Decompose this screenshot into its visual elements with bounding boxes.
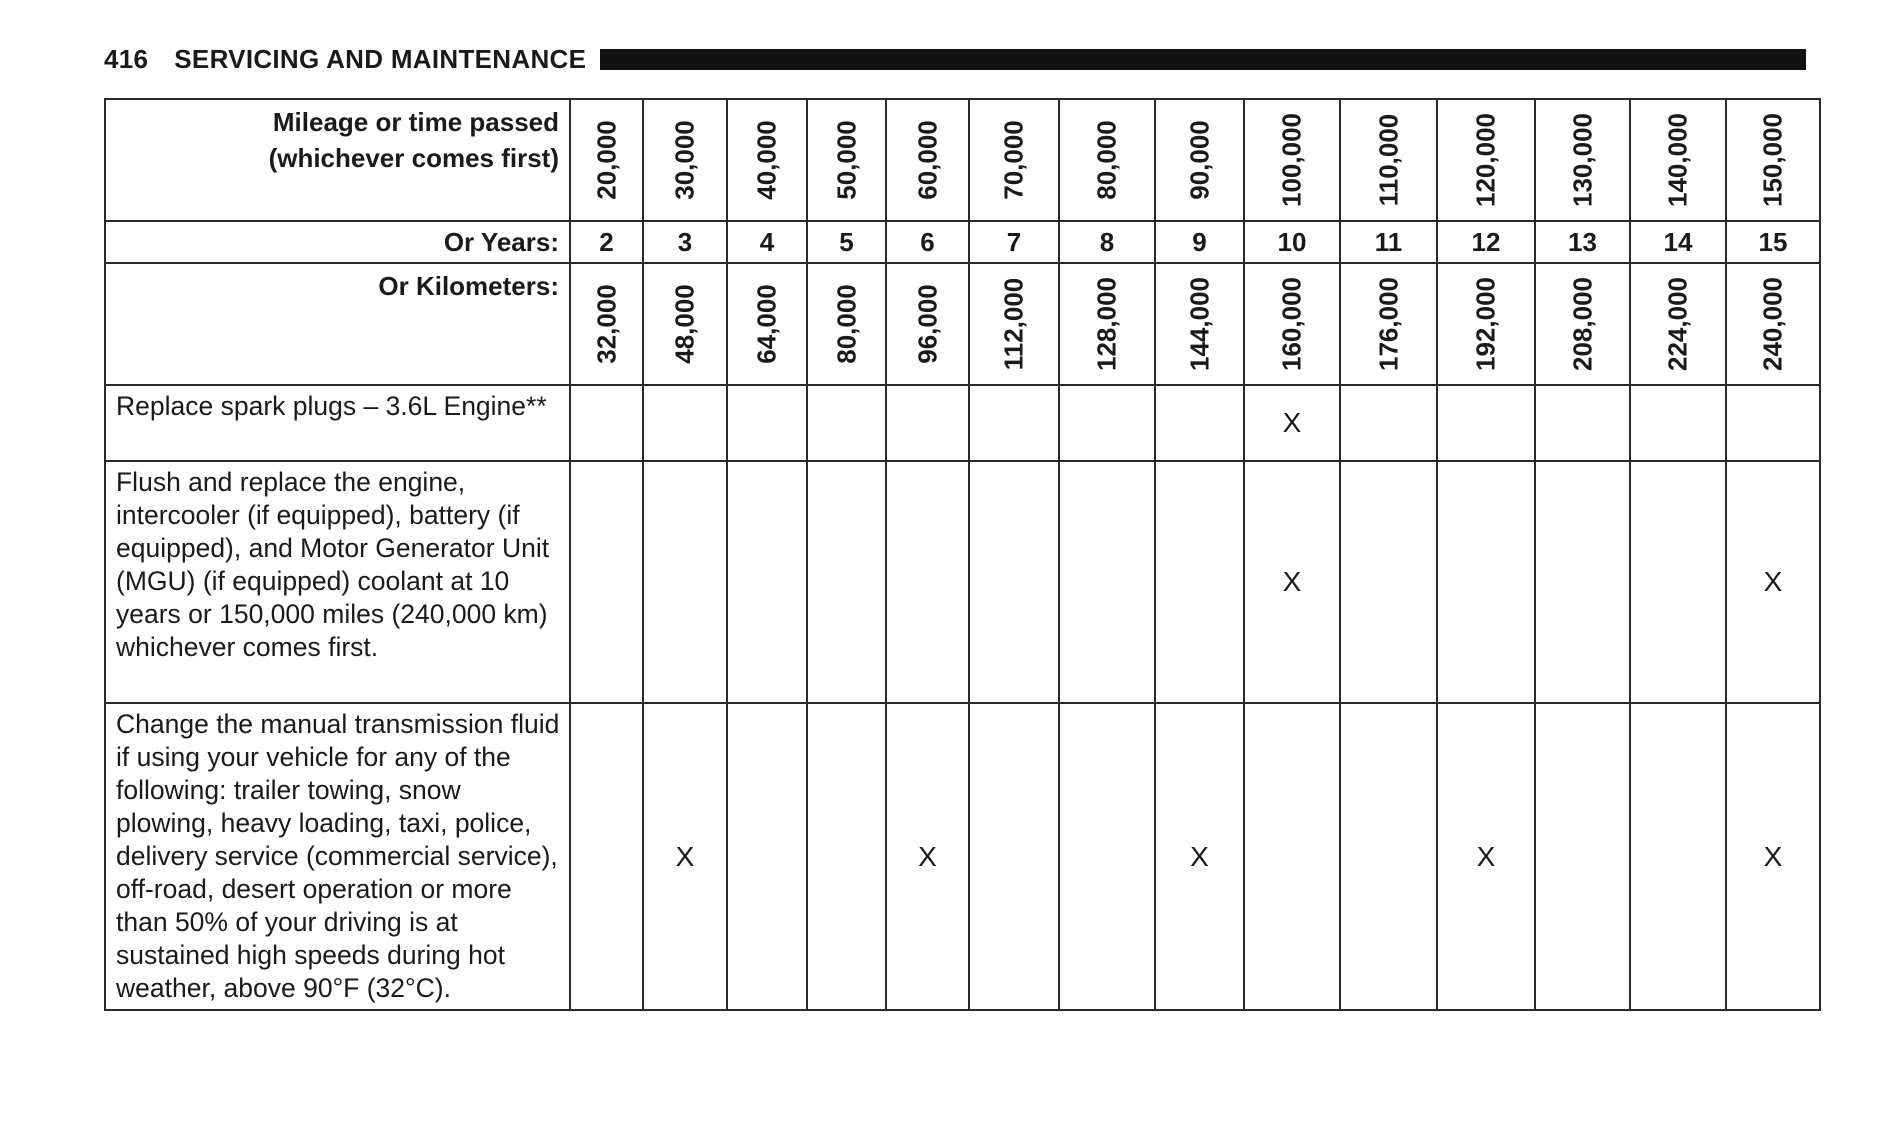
- mileage-value: 40,000: [751, 120, 782, 200]
- service-row: [105, 703, 1820, 1010]
- kilometers-interval-cell: [1535, 263, 1630, 385]
- service-mark-cell: [1155, 461, 1244, 703]
- service-mark-cell: X: [1244, 385, 1340, 461]
- mileage-interval-cell: [1059, 99, 1155, 221]
- kilometers-interval-cell: [1244, 263, 1340, 385]
- kilometers-interval-cell: [1340, 263, 1437, 385]
- page-header: [104, 44, 1806, 74]
- mileage-interval-cell: [1535, 99, 1630, 221]
- mileage-value: 150,000: [1757, 113, 1788, 207]
- service-row: [105, 385, 1820, 461]
- header-rule: [600, 49, 1806, 70]
- mileage-interval-cell: [570, 99, 643, 221]
- service-mark-cell: [969, 703, 1059, 1010]
- years-row: [105, 221, 1820, 263]
- service-mark-cell: X: [1155, 703, 1244, 1010]
- mileage-interval-cell: [727, 99, 807, 221]
- mileage-interval-cell: [643, 99, 727, 221]
- kilometers-value: 208,000: [1567, 277, 1597, 371]
- service-description: Change the manual transmission fluid if using your vehicle for any of the following: trailer towing, snow plowing, heavy loading, taxi, police, delivery service (commercial service), off-road, desert operation or more than 50% of your driving is at sustained high speeds during hot weather, above 90°F (32°C).: [105, 703, 570, 1010]
- service-row: [105, 461, 1820, 703]
- section-title: SERVICING AND MAINTENANCE: [174, 43, 587, 74]
- service-mark-cell: [807, 385, 886, 461]
- service-mark-cell: [1244, 703, 1340, 1010]
- service-mark-cell: [886, 461, 969, 703]
- kilometers-interval-cell: [1155, 263, 1244, 385]
- mileage-interval-cell: [969, 99, 1059, 221]
- mileage-value: 130,000: [1567, 113, 1597, 207]
- kilometers-interval-cell: [1437, 263, 1535, 385]
- kilometers-interval-cell: [1059, 263, 1155, 385]
- kilometers-interval-cell: [727, 263, 807, 385]
- service-mark-cell: [1630, 703, 1726, 1010]
- years-label: Or Years:: [105, 221, 570, 263]
- years-value: 10: [1244, 221, 1340, 263]
- kilometers-value: 64,000: [751, 284, 782, 364]
- service-mark-cell: [1630, 461, 1726, 703]
- kilometers-interval-cell: [886, 263, 969, 385]
- kilometers-value: 192,000: [1470, 277, 1501, 371]
- kilometers-interval-cell: [643, 263, 727, 385]
- kilometers-value: 240,000: [1757, 277, 1788, 371]
- maintenance-schedule-table: [104, 98, 1821, 1011]
- kilometers-interval-cell: [969, 263, 1059, 385]
- service-mark-cell: [1340, 385, 1437, 461]
- service-mark-cell: [1340, 703, 1437, 1010]
- service-mark-cell: [1535, 703, 1630, 1010]
- mileage-value: 50,000: [831, 120, 861, 200]
- kilometers-value: 96,000: [912, 284, 942, 364]
- kilometers-value: 160,000: [1276, 277, 1307, 371]
- mileage-label: [105, 99, 570, 221]
- kilometers-interval-cell: [1726, 263, 1820, 385]
- service-mark-cell: X: [1244, 461, 1340, 703]
- service-mark-cell: [643, 385, 727, 461]
- mileage-interval-cell: [1630, 99, 1726, 221]
- service-mark-cell: [1726, 385, 1820, 461]
- kilometers-value: 144,000: [1184, 277, 1214, 371]
- service-description: Flush and replace the engine, intercooler (if equipped), battery (if equipped), and Motor Generator Unit (MGU) (if equipped) coolant at 10 years or 150,000 miles (240,000 km) whichever comes first.: [105, 461, 570, 703]
- service-mark-cell: [570, 703, 643, 1010]
- service-mark-cell: [969, 461, 1059, 703]
- service-mark-cell: [1059, 461, 1155, 703]
- kilometers-interval-cell: [807, 263, 886, 385]
- service-mark-cell: [570, 461, 643, 703]
- years-value: 13: [1535, 221, 1630, 263]
- years-value: 2: [570, 221, 643, 263]
- years-value: 15: [1726, 221, 1820, 263]
- service-mark-cell: [727, 385, 807, 461]
- kilometers-value: 80,000: [831, 284, 861, 364]
- years-value: 12: [1437, 221, 1535, 263]
- mileage-value: 70,000: [998, 120, 1029, 200]
- years-value: 14: [1630, 221, 1726, 263]
- mileage-value: 90,000: [1184, 120, 1214, 200]
- mileage-interval-cell: [807, 99, 886, 221]
- mileage-row: [105, 99, 1820, 221]
- service-mark-cell: [1535, 461, 1630, 703]
- mileage-interval-cell: [1726, 99, 1820, 221]
- mileage-interval-cell: [1155, 99, 1244, 221]
- years-value: 6: [886, 221, 969, 263]
- kilometers-value: 32,000: [591, 284, 621, 364]
- service-mark-cell: [1059, 385, 1155, 461]
- kilometers-label: Or Kilometers:: [105, 263, 570, 385]
- mileage-value: 120,000: [1470, 113, 1501, 207]
- service-mark-cell: [727, 461, 807, 703]
- years-value: 9: [1155, 221, 1244, 263]
- service-mark-cell: [1059, 703, 1155, 1010]
- years-value: 8: [1059, 221, 1155, 263]
- kilometers-value: 48,000: [669, 284, 700, 364]
- mileage-value: 20,000: [591, 120, 621, 200]
- mileage-value: 140,000: [1662, 113, 1693, 207]
- kilometers-value: 128,000: [1091, 277, 1122, 371]
- mileage-interval-cell: [886, 99, 969, 221]
- service-mark-cell: [1437, 461, 1535, 703]
- service-mark-cell: [1340, 461, 1437, 703]
- service-mark-cell: [570, 385, 643, 461]
- mileage-value: 110,000: [1373, 113, 1403, 207]
- kilometers-value: 112,000: [998, 277, 1029, 371]
- service-mark-cell: [969, 385, 1059, 461]
- service-mark-cell: X: [1726, 461, 1820, 703]
- mileage-value: 30,000: [669, 120, 700, 200]
- service-mark-cell: [1535, 385, 1630, 461]
- service-mark-cell: X: [643, 703, 727, 1010]
- years-value: 4: [727, 221, 807, 263]
- service-mark-cell: [727, 703, 807, 1010]
- mileage-interval-cell: [1437, 99, 1535, 221]
- mileage-value: 80,000: [1091, 120, 1122, 200]
- service-mark-cell: X: [1726, 703, 1820, 1010]
- service-description: Replace spark plugs – 3.6L Engine**: [105, 385, 570, 461]
- years-value: 11: [1340, 221, 1437, 263]
- service-mark-cell: [1437, 385, 1535, 461]
- kilometers-row: [105, 263, 1820, 385]
- service-mark-cell: [807, 461, 886, 703]
- service-mark-cell: [643, 461, 727, 703]
- service-mark-cell: [1630, 385, 1726, 461]
- mileage-label-line2: (whichever comes first): [268, 143, 559, 173]
- mileage-interval-cell: [1340, 99, 1437, 221]
- years-value: 3: [643, 221, 727, 263]
- service-mark-cell: X: [886, 703, 969, 1010]
- service-mark-cell: [886, 385, 969, 461]
- years-value: 7: [969, 221, 1059, 263]
- page-number: 416: [104, 43, 149, 74]
- kilometers-interval-cell: [570, 263, 643, 385]
- service-mark-cell: [1155, 385, 1244, 461]
- kilometers-value: 224,000: [1662, 277, 1693, 371]
- kilometers-value: 176,000: [1373, 277, 1403, 371]
- mileage-label-line1: Mileage or time passed: [272, 107, 559, 137]
- mileage-value: 60,000: [912, 120, 942, 200]
- kilometers-interval-cell: [1630, 263, 1726, 385]
- service-mark-cell: X: [1437, 703, 1535, 1010]
- years-value: 5: [807, 221, 886, 263]
- service-mark-cell: [807, 703, 886, 1010]
- mileage-value: 100,000: [1276, 113, 1307, 207]
- mileage-interval-cell: [1244, 99, 1340, 221]
